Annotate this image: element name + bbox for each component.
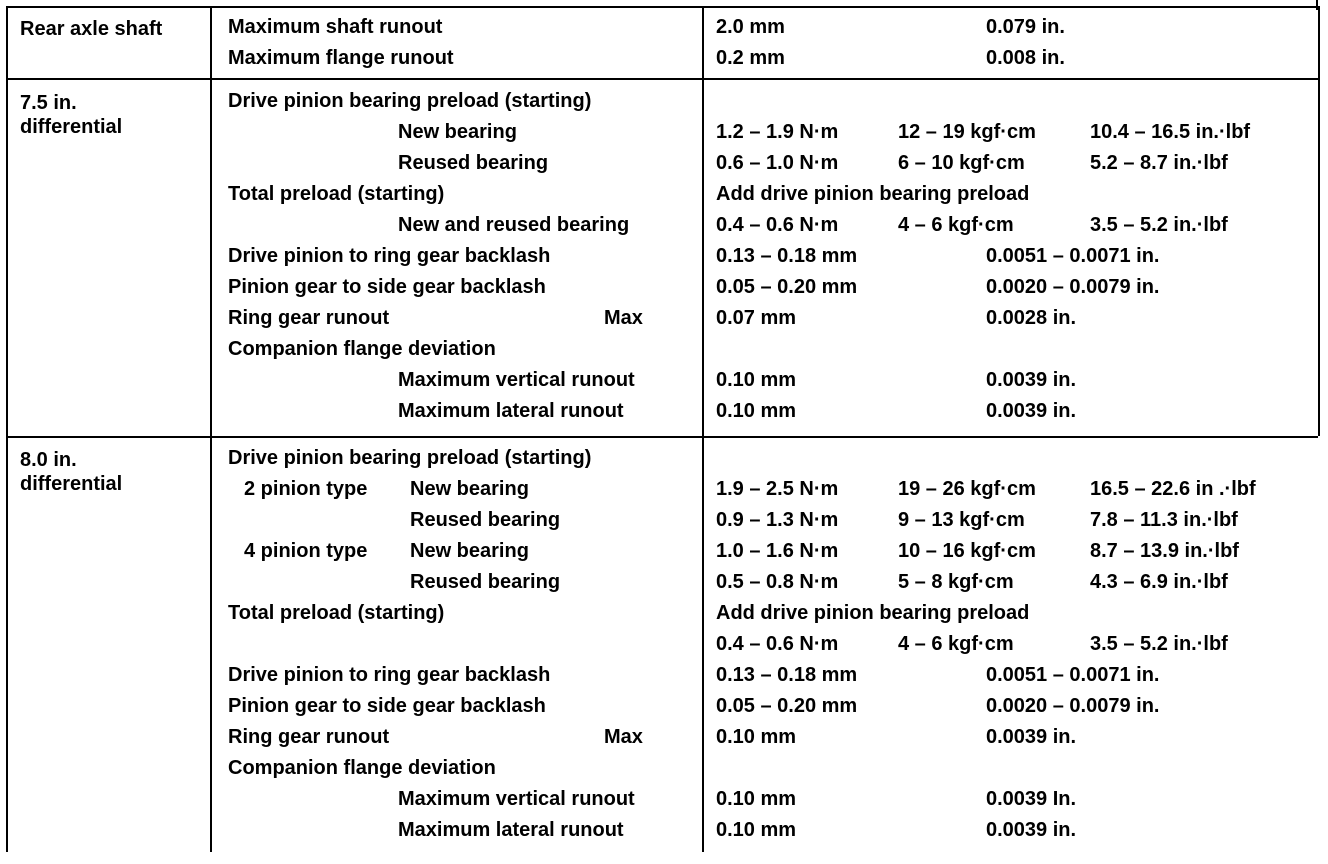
section-label: 7.5 in. differential	[20, 92, 123, 138]
kgf-value: 12 – 19 kgf·cm	[898, 121, 1036, 143]
metric-value: 0.4 – 0.6 N·m	[716, 214, 839, 236]
item-label: Maximum shaft runout	[228, 16, 443, 38]
kgf-value: 4 – 6 kgf·cm	[898, 633, 1014, 655]
imperial-value: 0.0051 – 0.0071 in.	[986, 245, 1160, 267]
metric-value: Add drive pinion bearing preload	[716, 183, 1030, 205]
pinion-type-label: 4 pinion type	[244, 540, 368, 562]
max-label: Max	[604, 307, 643, 329]
table-left-border	[6, 6, 8, 852]
metric-value: 0.9 – 1.3 N·m	[716, 509, 839, 531]
item-label: Companion flange deviation	[228, 757, 496, 779]
column-divider	[210, 6, 212, 852]
kgf-value: 19 – 26 kgf·cm	[898, 478, 1036, 500]
item-label: New bearing	[410, 540, 529, 562]
metric-value: 0.10 mm	[716, 788, 797, 810]
table-top-border	[6, 6, 1318, 8]
imperial-value: 0.0020 – 0.0079 in.	[986, 276, 1160, 298]
item-label: Total preload (starting)	[228, 602, 445, 624]
metric-value: 0.10 mm	[716, 369, 797, 391]
metric-value: 0.10 mm	[716, 819, 797, 841]
imperial-value: 16.5 – 22.6 in .·lbf	[1090, 478, 1256, 500]
metric-value: Add drive pinion bearing preload	[716, 602, 1030, 624]
imperial-value: 8.7 – 13.9 in.·lbf	[1090, 540, 1239, 562]
item-label: Reused bearing	[410, 571, 561, 593]
imperial-value: 10.4 – 16.5 in.·lbf	[1090, 121, 1251, 143]
kgf-value: 5 – 8 kgf·cm	[898, 571, 1014, 593]
metric-value: 0.07 mm	[716, 307, 797, 329]
item-label: Maximum flange runout	[228, 47, 454, 69]
metric-value: 0.13 – 0.18 mm	[716, 664, 858, 686]
metric-value: 2.0 mm	[716, 16, 785, 38]
imperial-value: 4.3 – 6.9 in.·lbf	[1090, 571, 1228, 593]
metric-value: 0.05 – 0.20 mm	[716, 276, 858, 298]
pinion-type-label: 2 pinion type	[244, 478, 368, 500]
metric-value: 0.2 mm	[716, 47, 785, 69]
imperial-value: 0.0039 In.	[986, 788, 1077, 810]
item-label: Reused bearing	[398, 152, 549, 174]
imperial-value: 3.5 – 5.2 in.·lbf	[1090, 214, 1228, 236]
item-label: Drive pinion bearing preload (starting)	[228, 90, 592, 112]
kgf-value: 6 – 10 kgf·cm	[898, 152, 1025, 174]
section-label: 8.0 in. differential	[20, 449, 123, 495]
column-divider	[702, 6, 704, 852]
item-label: Ring gear runout	[228, 726, 390, 748]
metric-value: 1.9 – 2.5 N·m	[716, 478, 839, 500]
item-label: New bearing	[410, 478, 529, 500]
imperial-value: 0.008 in.	[986, 47, 1065, 69]
kgf-value: 4 – 6 kgf·cm	[898, 214, 1014, 236]
item-label: Reused bearing	[410, 509, 561, 531]
section-divider	[6, 78, 1318, 80]
metric-value: 1.0 – 1.6 N·m	[716, 540, 839, 562]
imperial-value: 0.0039 in.	[986, 819, 1077, 841]
corner-mark	[1316, 0, 1326, 10]
metric-value: 0.13 – 0.18 mm	[716, 245, 858, 267]
item-label: Companion flange deviation	[228, 338, 496, 360]
imperial-value: 7.8 – 11.3 in.·lbf	[1090, 509, 1238, 531]
item-label: Total preload (starting)	[228, 183, 445, 205]
item-label: New bearing	[398, 121, 517, 143]
item-label: Pinion gear to side gear backlash	[228, 695, 546, 717]
metric-value: 0.6 – 1.0 N·m	[716, 152, 839, 174]
metric-value: 0.4 – 0.6 N·m	[716, 633, 839, 655]
metric-value: 0.10 mm	[716, 400, 797, 422]
item-label: Maximum vertical runout	[398, 369, 635, 391]
imperial-value: 0.0039 in.	[986, 369, 1077, 391]
item-label: New and reused bearing	[398, 214, 630, 236]
imperial-value: 0.0020 – 0.0079 in.	[986, 695, 1160, 717]
imperial-value: 0.0039 in.	[986, 726, 1077, 748]
max-label: Max	[604, 726, 643, 748]
imperial-value: 0.0051 – 0.0071 in.	[986, 664, 1160, 686]
metric-value: 1.2 – 1.9 N·m	[716, 121, 839, 143]
section-divider	[6, 436, 1318, 438]
imperial-value: 3.5 – 5.2 in.·lbf	[1090, 633, 1228, 655]
kgf-value: 9 – 13 kgf·cm	[898, 509, 1025, 531]
imperial-value: 0.0028 in.	[986, 307, 1077, 329]
item-label: Drive pinion bearing preload (starting)	[228, 447, 592, 469]
kgf-value: 10 – 16 kgf·cm	[898, 540, 1036, 562]
metric-value: 0.05 – 0.20 mm	[716, 695, 858, 717]
imperial-value: 0.079 in.	[986, 16, 1065, 38]
section-label: Rear axle shaft	[20, 18, 163, 40]
item-label: Drive pinion to ring gear backlash	[228, 664, 551, 686]
imperial-value: 0.0039 in.	[986, 400, 1077, 422]
table-right-border	[1318, 6, 1320, 436]
item-label: Maximum vertical runout	[398, 788, 635, 810]
metric-value: 0.5 – 0.8 N·m	[716, 571, 839, 593]
item-label: Drive pinion to ring gear backlash	[228, 245, 551, 267]
item-label: Ring gear runout	[228, 307, 390, 329]
imperial-value: 5.2 – 8.7 in.·lbf	[1090, 152, 1228, 174]
metric-value: 0.10 mm	[716, 726, 797, 748]
item-label: Pinion gear to side gear backlash	[228, 276, 546, 298]
item-label: Maximum lateral runout	[398, 819, 624, 841]
item-label: Maximum lateral runout	[398, 400, 624, 422]
